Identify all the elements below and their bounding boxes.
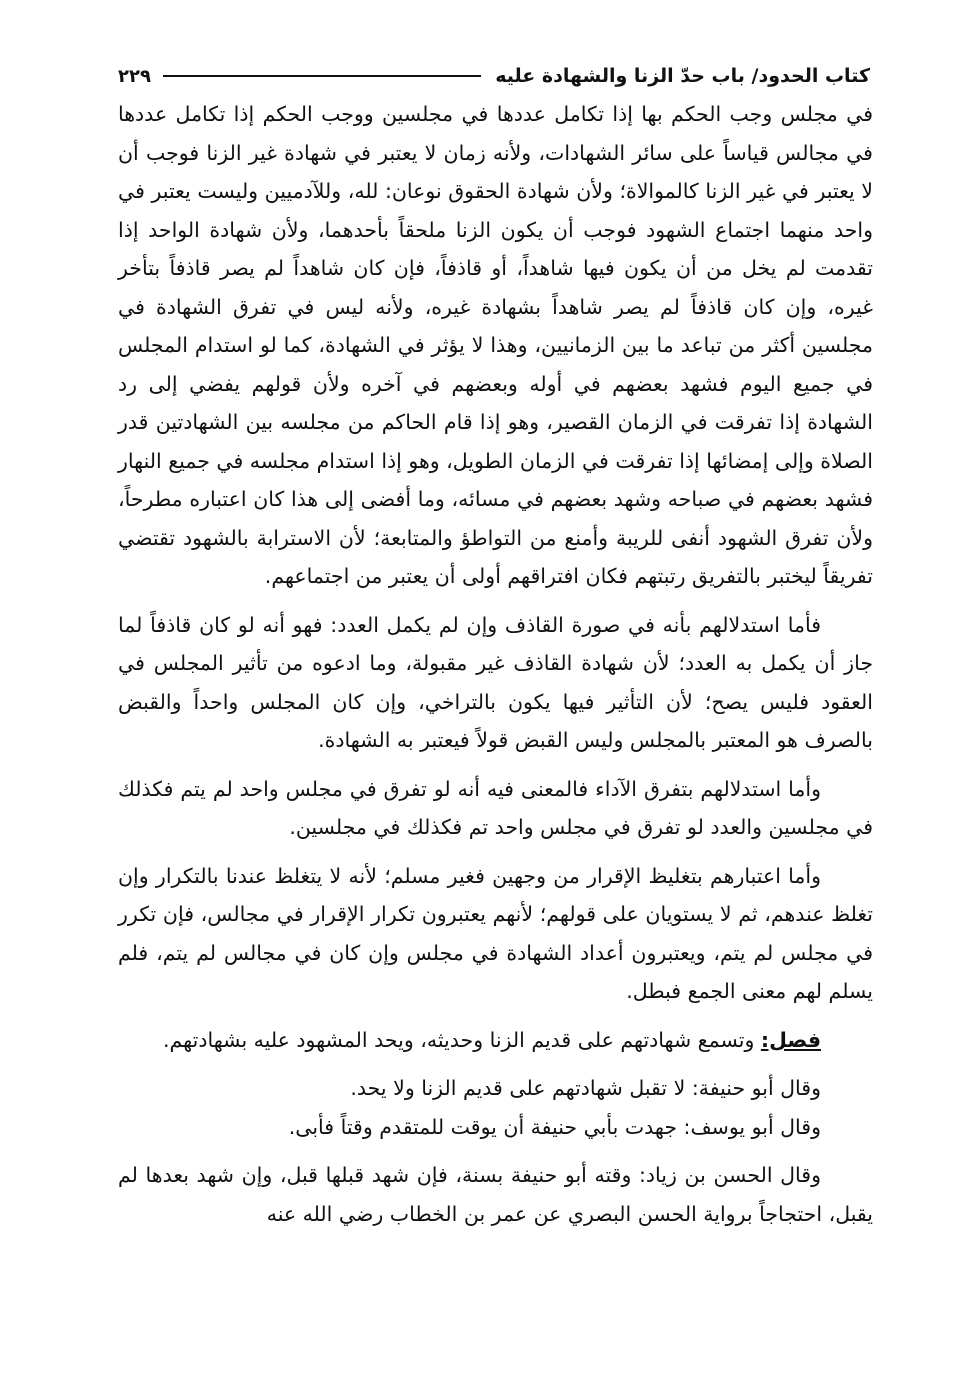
- fasl-paragraph: [118, 1021, 873, 1060]
- fasl-text: وتسمع شهادتهم على قديم الزنا وحديثه، ويحد المشهود عليه بشهادتهم.: [163, 1027, 755, 1052]
- paragraph: وقال أبو حنيفة: لا تقبل شهادتهم على قديم الزنا ولا يحد.: [350, 1076, 821, 1100]
- paragraph: فأما استدلالهم بأنه في صورة القاذف وإن لم يكمل العدد: فهو أنه لو كان قاذفاً لما جاز أن يكمل به العدد؛ لأن شهادة القاذف غير مقبولة، وما ادعوه من تأثير المجلس في العقود فليس يصح؛ لأن التأثير فيها يكون بالتراخي، وإن كان المجلس واحداً والقبض بالصرف هو المعتبر بالمجلس وليس القبض قولاً فيعتبر به الشهادة.: [118, 612, 873, 752]
- paragraph: وأما اعتبارهم بتغليظ الإقرار من وجهين فغير مسلم؛ لأنه لا يتغلظ عندنا بالتكرار وإن تغلظ عندهم، ثم لا يستويان على قولهم؛ لأنهم يعتبرون تكرار الإقرار في مجالس، فإن تكرر في مجلس لم يتم، ويعتبرون أعداد الشهادة في مجلس وإن كان في مجالس لم يتم، فلم يسلم لهم معنى الجمع فبطل.: [118, 863, 873, 1003]
- paragraph: وأما استدلالهم بتفرق الآداء فالمعنى فيه أنه لو تفرق في مجلس واحد لم يتم فكذلك في مجلسين والعدد لو تفرق في مجلس واحد تم فكذلك في مجلسين.: [118, 776, 873, 839]
- fasl-label: فصل:: [760, 1027, 821, 1052]
- running-header: [118, 58, 870, 94]
- paragraph: وقال أبو يوسف: جهدت بأبي حنيفة أن يوقت للمتقدم وقتاً فأبى.: [288, 1114, 821, 1139]
- page-number: ٢٢٩: [118, 65, 151, 87]
- chapter-title: كتاب الحدود/ باب حدّ الزنا والشهادة عليه: [495, 65, 870, 87]
- header-rule: [163, 75, 481, 77]
- paragraph: في مجلس وجب الحكم بها إذا تكامل عددها في مجلسين ووجب الحكم إذا تكامل عددها في مجالس قياساً على سائر الشهادات، ولأنه زمان لا يعتبر في شهادة غير الزنا فوجب أن لا يعتبر في غير الزنا كالموالاة؛ ولأن شهادة الحقوق نوعان: لله، وللآدميين وليست يعتبر في واحد منهما اجتماع الشهود فوجب أن يكون الزنا ملحقاً بأحدهما، ولأن شهادة الواحد إذا تقدمت لم يخل من أن يكون فيها شاهداً، أو قاذفاً، فإن كان شاهداً لم يصر قاذفاً بتأخر غيره، وإن كان قاذفاً لم يصر شاهداً بشهادة غيره، ولأنه ليس في تفرق الشهادة في مجلسين أكثر من تباعد ما بين الزمانيين، وهذا لا يؤثر في الشهادة، كما لو استدام المجلس في جميع اليوم فشهد بعضهم في أوله وبعضهم في آخره ولأن قولهم يفضي إلى رد الشهادة إذا تفرقت في الزمان القصير، وهو إذا قام الحاكم من مجلسه بين الشهادتين قدر الصلاة وإلى إمضائها إذا تفرقت في الزمان الطويل، وهو إذا استدام مجلسه في جميع النهار فشهد بعضهم في صباحه وشهد بعضهم في مسائه، وما أفضى إلى هذا كان اعتباره مطرحاً، ولأن تفرق الشهود أنفى للريبة وأمنع من التواطؤ والمتابعة؛ لأن الاسترابة بالشهود تقتضي تفريقاً ليختبر بالتفريق رتبتهم فكان افتراقهم أولى أن يعتبر من اجتماعهم.: [118, 102, 873, 588]
- paragraph: وقال الحسن بن زياد: وقته أبو حنيفة بسنة، فإن شهد قبلها قبل، وإن شهد بعدها لم يقبل، احتجاجاً برواية الحسن البصري عن عمر بن الخطاب رضي الله عنه: [118, 1163, 873, 1226]
- body-text: [118, 95, 873, 1233]
